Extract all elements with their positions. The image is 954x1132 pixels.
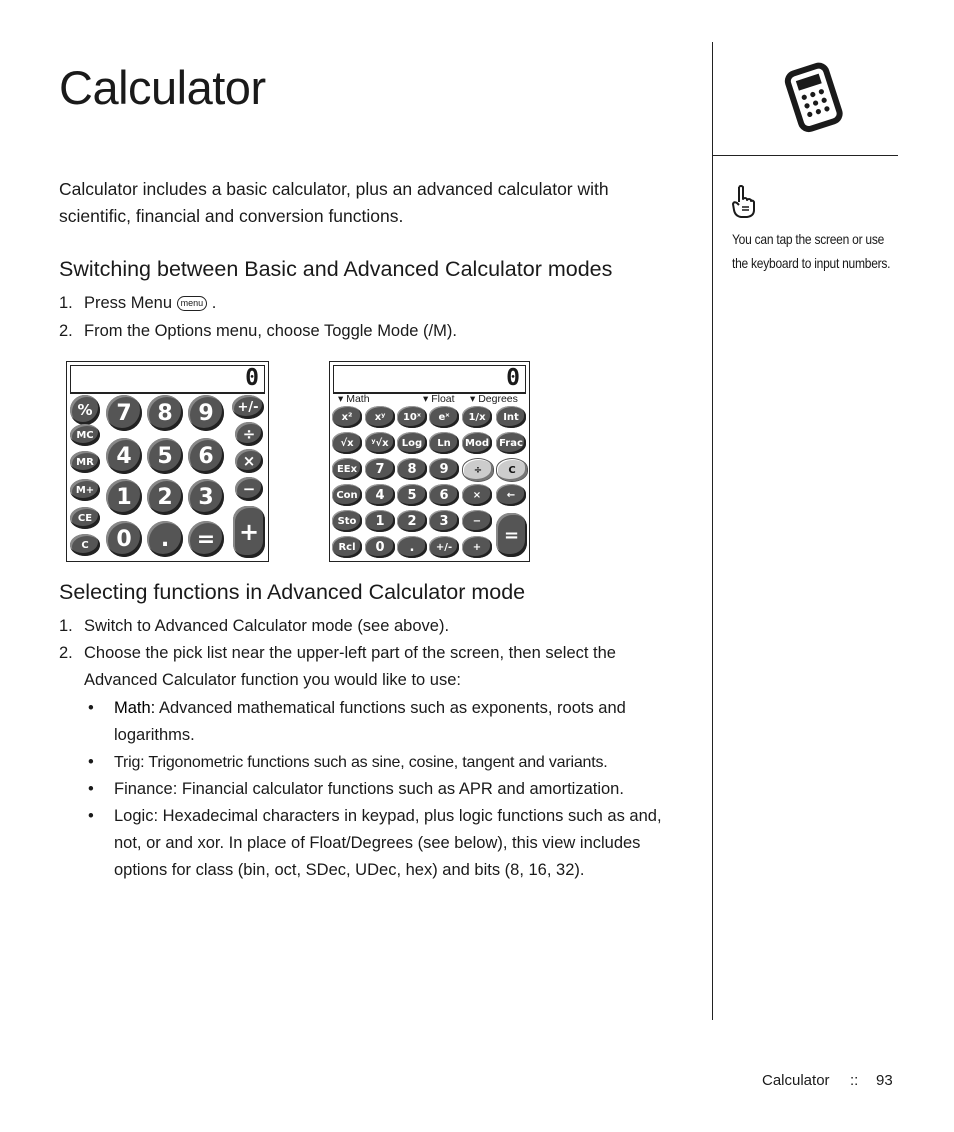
adv-key-row4-4[interactable]: × [462,484,492,506]
adv-key-row1-0[interactable]: x² [332,406,362,428]
adv-key-row2-0[interactable]: √x [332,432,362,454]
sidebar-divider [712,42,713,1020]
section-heading-switching-modes: Switching between Basic and Advanced Calculator modes [59,257,613,281]
adv-key-row6-1[interactable]: 0 [365,536,395,558]
adv-key-equals[interactable]: = [496,513,527,557]
basic-key-1[interactable]: 1 [106,479,142,515]
adv-key-row4-5[interactable]: ← [496,484,526,506]
basic-key-equals[interactable]: = [188,521,224,557]
footer-page-number: 93 [876,1072,893,1089]
adv-key-row1-3[interactable]: eˣ [429,406,459,428]
step-choose-picklist: Choose the pick list near the upper-left part of the screen, then select the Advanced Calculator function you would like to use: [84,644,616,689]
adv-key-row5-4[interactable]: − [462,510,492,532]
adv-key-row6-2[interactable]: . [397,536,427,558]
basic-key-4[interactable]: 4 [106,438,142,474]
tip-text: You can tap the screen or use the keyboard to input numbers. [732,231,891,271]
footer-section-name: Calculator [762,1072,830,1089]
adv-key-row5-0[interactable]: Sto [332,510,362,532]
basic-key-0[interactable]: 0 [106,521,142,557]
intro-paragraph: Calculator includes a basic calculator, plus an advanced calculator with scientific, financial and conversion functions. [59,179,609,226]
basic-key-7[interactable]: 7 [106,395,142,431]
adv-key-row2-5[interactable]: Frac [496,432,526,454]
adv-key-row1-4[interactable]: 1/x [462,406,492,428]
adv-key-row3-3[interactable]: 9 [429,458,459,480]
calculator-icon [782,62,848,134]
basic-key-mplus[interactable]: M+ [70,479,100,501]
adv-key-row5-2[interactable]: 2 [397,510,427,532]
basic-key-plusminus[interactable]: +/- [232,395,264,419]
advanced-calculator-screen [329,361,530,562]
adv-key-row4-0[interactable]: Con [332,484,362,506]
adv-key-row3-5[interactable]: C [496,458,528,482]
adv-key-row5-1[interactable]: 1 [365,510,395,532]
degrees-picker[interactable]: ▾ Degrees [470,393,518,405]
step-toggle-mode: 2. From the Options menu, choose Toggle Mode (/M). [59,322,457,340]
adv-key-row3-2[interactable]: 8 [397,458,427,480]
float-picker[interactable]: ▾ Float [423,393,455,405]
pointing-hand-tip-icon [730,185,756,219]
adv-key-row2-1[interactable]: ʸ√x [365,432,395,454]
adv-key-row6-3[interactable]: +/- [429,536,459,558]
basic-key-minus[interactable]: − [235,477,263,501]
dropdown-arrow-icon: ▾ [470,393,476,405]
basic-key-mc[interactable]: MC [70,424,100,446]
adv-key-row6-0[interactable]: Rcl [332,536,362,558]
adv-key-row6-4[interactable]: + [462,536,492,558]
adv-key-row2-3[interactable]: Ln [429,432,459,454]
advanced-calc-display: 0 [333,365,526,394]
basic-key-8[interactable]: 8 [147,395,183,431]
basic-key-5[interactable]: 5 [147,438,183,474]
basic-key-3[interactable]: 3 [188,479,224,515]
menu-key-icon: menu [177,296,208,311]
adv-key-row5-3[interactable]: 3 [429,510,459,532]
basic-key-plus[interactable]: + [233,506,265,558]
basic-key-divide[interactable]: ÷ [235,422,263,446]
basic-key-2[interactable]: 2 [147,479,183,515]
adv-key-row3-0[interactable]: EEx [332,458,362,480]
step-press-menu: 1. Press Menu menu . [59,294,217,312]
dropdown-arrow-icon: ▾ [338,393,344,405]
dropdown-arrow-icon: ▾ [423,393,429,405]
adv-key-row4-2[interactable]: 5 [397,484,427,506]
adv-key-row1-5[interactable]: Int [496,406,526,428]
adv-key-row1-1[interactable]: xʸ [365,406,395,428]
adv-key-row4-1[interactable]: 4 [365,484,395,506]
footer-separator: :: [850,1072,859,1089]
basic-calculator-screen [66,361,269,562]
sidebar-rule [712,155,898,156]
basic-key-9[interactable]: 9 [188,395,224,431]
section-heading-advanced-functions: Selecting functions in Advanced Calculator mode [59,580,526,604]
basic-key-mr[interactable]: MR [70,451,100,473]
adv-key-row2-4[interactable]: Mod [462,432,492,454]
adv-key-row2-2[interactable]: Log [397,432,427,454]
step-switch-advanced: 1. Switch to Advanced Calculator mode (see above). [59,617,450,635]
basic-key-multiply[interactable]: × [235,449,263,473]
adv-key-row3-4[interactable]: ÷ [462,458,494,482]
basic-key-percent[interactable]: % [70,395,100,425]
math-picker[interactable]: ▾ Math [338,393,370,405]
page-title: Calculator [59,61,266,114]
basic-key-ce[interactable]: CE [70,507,100,529]
basic-key-decimal[interactable]: . [147,521,183,557]
step-choose-picklist-num: 2. [59,644,73,662]
basic-calc-display: 0 [70,365,265,394]
basic-key-c[interactable]: C [70,534,100,556]
adv-key-row3-1[interactable]: 7 [365,458,395,480]
adv-key-row4-3[interactable]: 6 [429,484,459,506]
basic-key-6[interactable]: 6 [188,438,224,474]
adv-key-row1-2[interactable]: 10ˣ [397,406,427,428]
